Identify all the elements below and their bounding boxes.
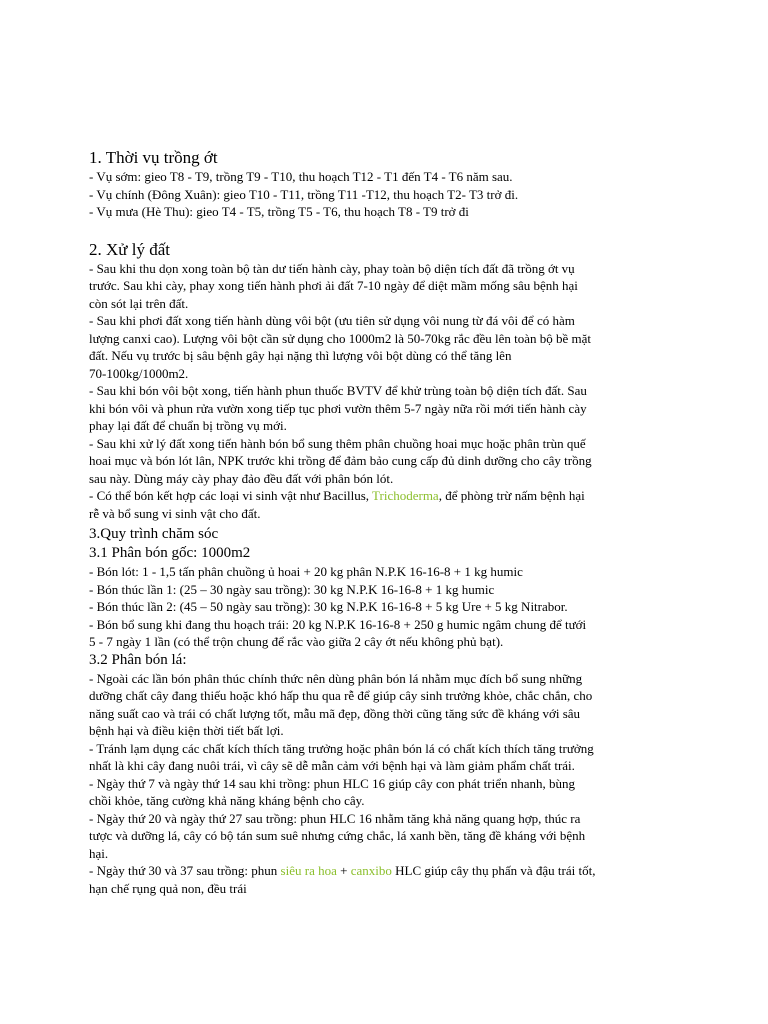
sieu-ra-hoa-link[interactable]: siêu ra hoa [280, 863, 337, 878]
section-3-line: bệnh hại và điều kiện thời tiết bất lợi. [89, 723, 284, 738]
text-run: + [336, 863, 351, 878]
section-2-line: sau này. Dùng máy cày phay đảo đều đất với phân bón lót. [89, 470, 394, 486]
section-3-line: dưỡng chất cây đang thiếu hoặc khó hấp thu qua rễ để giúp cây sinh trưởng khỏe, chắc chắn, cho [89, 688, 593, 703]
section-1-line: - Vụ chính (Đông Xuân): gieo T10 - T11, trồng T11 -T12, thu hoạch T2- T3 trở đi. [89, 186, 519, 202]
section-2-line: - Sau khi xử lý đất xong tiến hành bón bổ sung thêm phân chuồng hoai mục hoặc phân trùn quế [89, 435, 586, 451]
section-2-line: phay lại đất để chuẩn bị trồng vụ mới. [89, 418, 287, 433]
section-3-line: hại. [89, 845, 109, 861]
section-2-line: lượng canxi cao). Lượng vôi bột cần sử dụng cho 1000m2 là 50-70kg rắc đều lên toàn bộ bề mặt [89, 330, 592, 346]
text-run: HLC giúp cây thụ phấn và đậu trái tốt, [391, 863, 596, 878]
section-3-line: nhất là khi cây đang nuôi trái, vì cây sẽ dễ mẫn cảm với bệnh hại và làm giảm phẩm chất trái. [89, 758, 575, 773]
section-2-line [89, 487, 689, 505]
section-2-line: đất. Nếu vụ trước bị sâu bệnh gây hại nặng thì lượng vôi bột dùng có thể tăng lên [89, 348, 512, 363]
section-3-line: - Ngày thứ 7 và ngày thứ 14 sau khi trồng: phun HLC 16 giúp cây con phát triển nhanh, bùng [89, 775, 575, 791]
section-3-line: năng suất cao và trái có chất lượng tốt, mẫu mã đẹp, đồng thời cũng tăng sức đề kháng với sâu [89, 705, 581, 721]
spacer [89, 221, 689, 239]
section-3-line: - Ngoài các lần bón phân thúc chính thức nên dùng phân bón lá nhằm mục đích bổ sung những [89, 670, 583, 686]
text-run: , để phòng trừ nấm bệnh hại [438, 488, 585, 503]
section-2-line: 70-100kg/1000m2. [89, 365, 189, 381]
canxibo-link[interactable]: canxibo [350, 863, 392, 878]
subsection-3-1-title: 3.1 Phân bón gốc: 1000m2 [89, 545, 251, 561]
section-2-line: khi bón vôi và phun rửa vườn xong tiếp tục phơi vườn thêm 5-7 ngày nữa rồi mới tiến hành cày [89, 400, 587, 416]
section-2-line: rễ và bổ sung vi sinh vật cho đất. [89, 505, 261, 521]
section-3-line: - Bón thúc lần 1: (25 – 30 ngày sau trồng): 30 kg N.P.K 16-16-8 + 1 kg humic [89, 581, 495, 597]
section-3-line: - Tránh lạm dụng các chất kích thích tăng trưởng hoặc phân bón lá có chất kích thích tăng trưởng [89, 740, 594, 756]
section-3-line: - Bón lót: 1 - 1,5 tấn phân chuồng ủ hoai + 20 kg phân N.P.K 16-16-8 + 1 kg humic [89, 564, 523, 579]
text-run: - Có thể bón kết hợp các loại vi sinh vật như Bacillus, [89, 488, 373, 503]
section-3-line: - Bón thúc lần 2: (45 – 50 ngày sau trồng): 30 kg N.P.K 16-16-8 + 5 kg Ure + 5 kg Nitrabor. [89, 599, 568, 614]
section-1-line: - Vụ sớm: gieo T8 - T9, trồng T9 - T10, thu hoạch T12 - T1 đến T4 - T6 năm sau. [89, 169, 513, 184]
section-2-line: còn sót lại trên đất. [89, 295, 189, 311]
section-3-line: - Bón bổ sung khi đang thu hoạch trái: 20 kg N.P.K 16-16-8 + 250 g humic ngâm chung để tưới [89, 616, 587, 632]
section-1-title: 1. Thời vụ trồng ớt [89, 148, 218, 167]
section-2-line: - Sau khi thu dọn xong toàn bộ tàn dư tiến hành cày, phay toàn bộ diện tích đất đã trồng ớt vụ [89, 260, 575, 276]
document-body [89, 147, 689, 897]
section-1-line: - Vụ mưa (Hè Thu): gieo T4 - T5, trồng T5 - T6, thu hoạch T8 - T9 trở đi [89, 204, 469, 219]
section-2-line: - Sau khi phơi đất xong tiến hành dùng vôi bột (ưu tiên sử dụng vôi nung từ đá vôi để có hàm [89, 313, 575, 328]
text-run: - Ngày thứ 30 và 37 sau trồng: phun [89, 863, 281, 878]
section-3-line: chồi khỏe, tăng cường khả năng kháng bệnh cho cây. [89, 793, 365, 808]
section-3-title: 3.Quy trình chăm sóc [89, 526, 219, 542]
section-2-line: trước. Sau khi cày, phay xong tiến hành phơi ải đất 7-10 ngày để diệt mầm mống sâu bệnh hại [89, 278, 578, 293]
section-3-line: - Ngày thứ 20 và ngày thứ 27 sau trồng: phun HLC 16 nhằm tăng khả năng quang hợp, thúc ra [89, 810, 581, 826]
subsection-3-2-title: 3.2 Phân bón lá: [89, 651, 187, 668]
section-2-title: 2. Xử lý đất [89, 239, 170, 259]
trichoderma-link[interactable]: Trichoderma [372, 488, 439, 503]
section-3-line: 5 - 7 ngày 1 lần (có thể trộn chung để rắc vào giữa 2 cây ớt nếu không phủ bạt). [89, 634, 504, 649]
section-2-line: hoai mục và bón lót lân, NPK trước khi trồng để đảm bảo cung cấp đủ dinh dưỡng cho cây trồng [89, 453, 592, 468]
section-3-line: hạn chế rụng quả non, đều trái [89, 880, 247, 896]
section-3-line: tược và dưỡng lá, cây có bộ tán sum suê nhưng cứng chắc, lá xanh bền, tăng đề kháng với bệnh [89, 828, 586, 843]
section-3-line [89, 862, 689, 880]
section-2-line: - Sau khi bón vôi bột xong, tiến hành phun thuốc BVTV để khử trùng toàn bộ diện tích đất. Sau [89, 383, 587, 398]
